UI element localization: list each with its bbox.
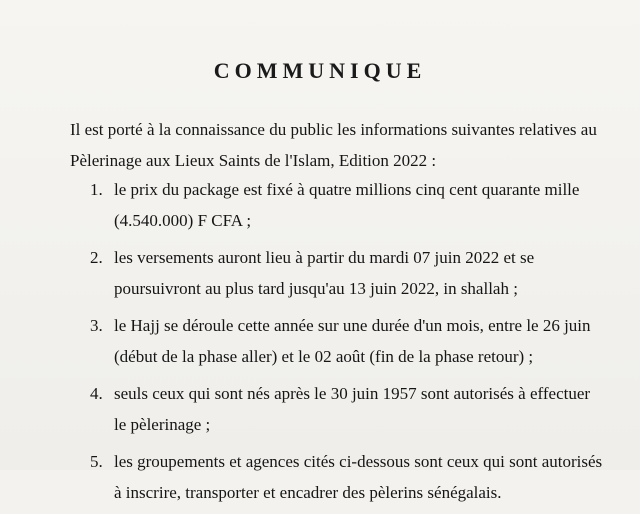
list-item-line: les versements auront lieu à partir du mardi 07 juin 2022 et se: [114, 248, 535, 267]
intro-paragraph: [70, 114, 630, 176]
list-item-number: 2.: [90, 248, 103, 267]
list-item: [90, 378, 630, 440]
list-item: [90, 310, 630, 372]
list-item-line: le prix du package est fixé à quatre millions cinq cent quarante mille: [114, 180, 580, 199]
list-item-number: 1.: [90, 180, 103, 199]
list-item-number: 5.: [90, 452, 103, 471]
numbered-list: [90, 174, 630, 514]
list-item-line: (4.540.000) F CFA ;: [114, 211, 252, 230]
list-item-number: 4.: [90, 384, 103, 403]
list-item-line: poursuivront au plus tard jusqu'au 13 juin 2022, in shallah ;: [114, 279, 518, 298]
list-item-line: les groupements et agences cités ci-dessous sont ceux qui sont autorisés: [114, 452, 603, 471]
intro-line: Il est porté à la connaissance du public les informations suivantes relatives au: [70, 120, 597, 139]
list-item-line: seuls ceux qui sont nés après le 30 juin 1957 sont autorisés à effectuer: [114, 384, 591, 403]
list-item-line: le Hajj se déroule cette année sur une durée d'un mois, entre le 26 juin: [114, 316, 591, 335]
list-item-number: 3.: [90, 316, 103, 335]
intro-line: Pèlerinage aux Lieux Saints de l'Islam, Edition 2022 :: [70, 151, 437, 170]
list-item: [90, 446, 630, 508]
list-item: [90, 174, 630, 236]
list-item-line: (début de la phase aller) et le 02 août (fin de la phase retour) ;: [114, 347, 534, 366]
document-title: COMMUNIQUE: [213, 58, 427, 83]
list-item-line: à inscrire, transporter et encadrer des pèlerins sénégalais.: [114, 483, 502, 502]
list-item-line: le pèlerinage ;: [114, 415, 211, 434]
list-item: [90, 242, 630, 304]
